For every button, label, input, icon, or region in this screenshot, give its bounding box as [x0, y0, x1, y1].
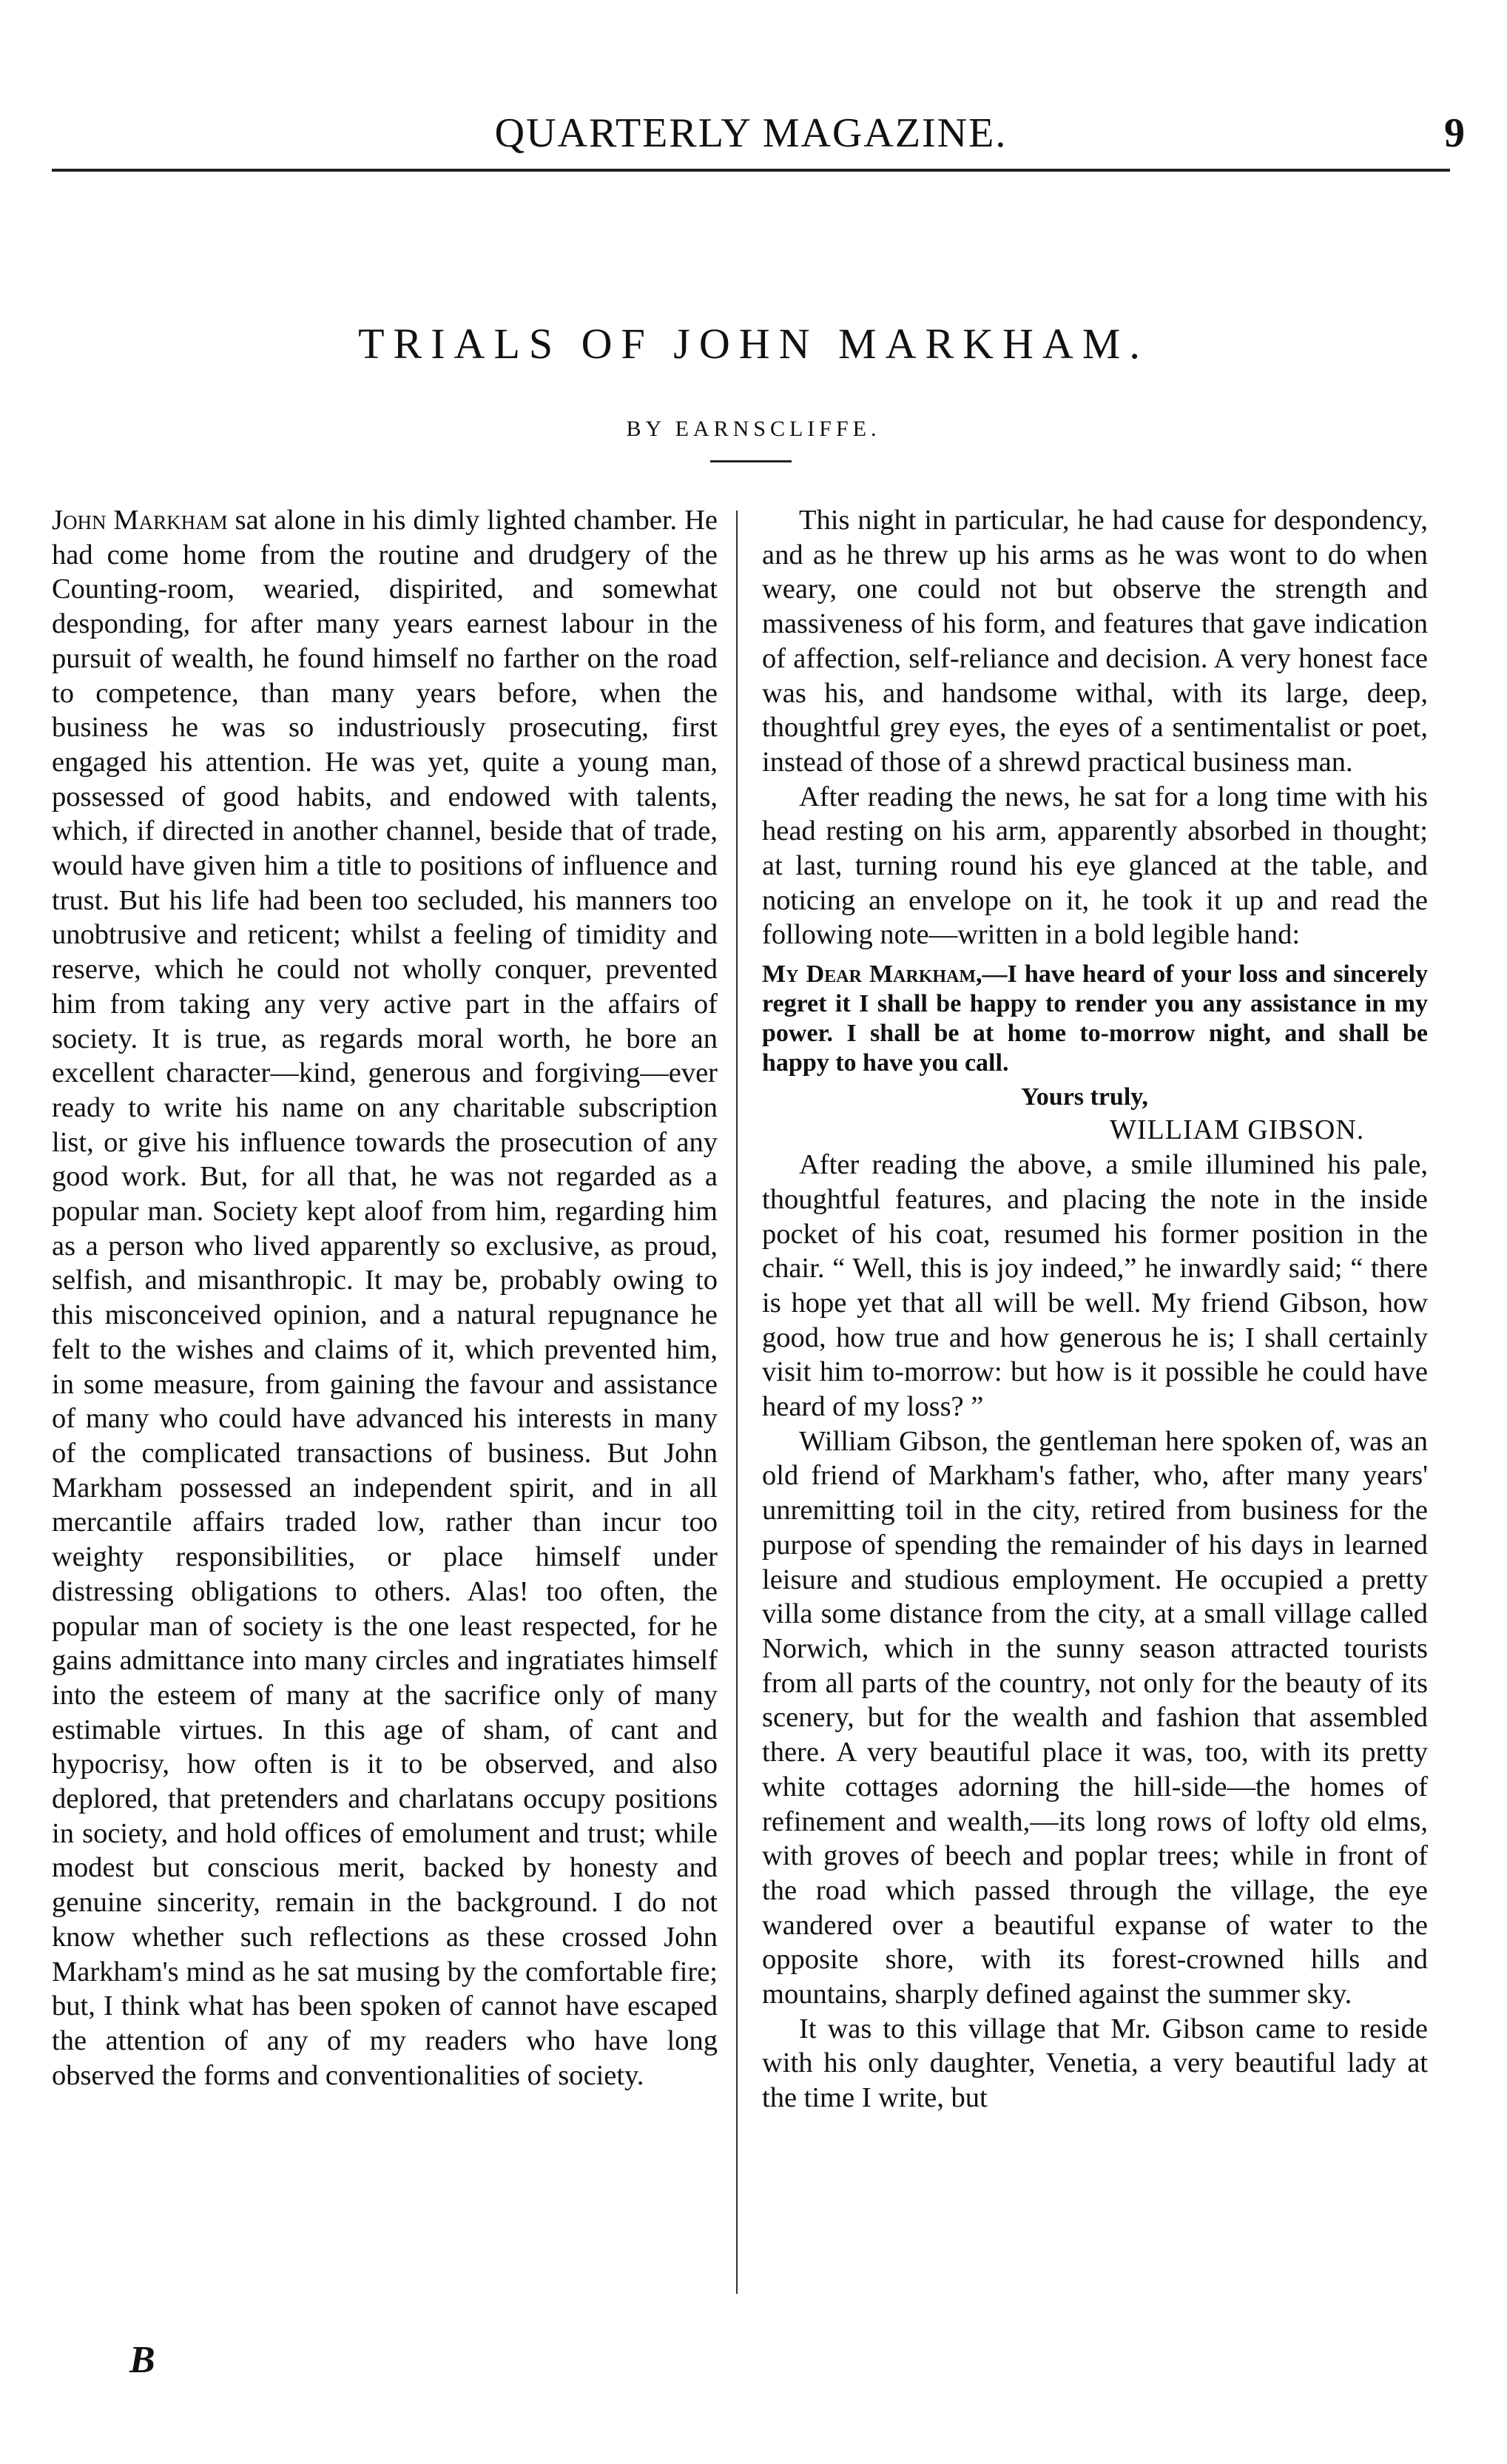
byline-rule — [710, 460, 792, 462]
paragraph-3: After reading the news, he sat for a long time with his head resting on his arm, apparently absorbed in thought; at last, turning round his eye glanced at the table, and noticing an envelope on it, he took it up and read the following note—written in a bold legible hand: — [762, 781, 1428, 951]
column-divider — [736, 511, 738, 2294]
header-rule — [52, 169, 1450, 172]
page-header — [52, 110, 1465, 156]
paragraph-4: After reading the above, a smile illumined his pale, thoughtful features, and placing the note in the inside pocket of his coat, resumed his former position in the chair. “ Well, this is joy indeed,” he inwardly said; “ there is hope yet that all will be well. My friend Gibson, how good, how true and how generous he is; I shall certainly visit him to-morrow: but how is it possible he could have heard of my loss? ” — [762, 1149, 1428, 1423]
paragraph-2: This night in particular, he had cause for despondency, and as he threw up his arms as he was wont to do when weary, one could not but observe the strength and massiveness of his form, and features that gave indication of affection, self-reliance and decision. A very honest face was his, and handsome withal, with its large, deep, thoughtful grey eyes, the eyes of a sentimentalist or poet, instead of those of a shrewd practical business man. — [762, 505, 1428, 778]
article-title: TRIALS OF JOHN MARKHAM. — [358, 320, 1149, 368]
paragraph-1 — [52, 503, 718, 2093]
letter-salutation: My Dear Markham, — [762, 960, 982, 989]
paragraph-5: William Gibson, the gentleman here spoken of, was an old friend of Markham's father, who, after many years' unremitting toil in the city, retired from business for the purpose of spending the remainder of his days in learned leisure and studious employment. He occupied a pretty villa some distance from the city, at a small village called Norwich, which in the sunny season attracted tourists from all parts of the country, not only for the beauty of its scenery, but for the wealth and fashion that assembled there. A very beautiful place it was, too, with its pretty white cottages adorning the hill-side—the homes of refinement and wealth,—its long rows of lofty old elms, with groves of beech and poplar trees; while in front of the road which passed through the village, the eye wandered over a beautiful expanse of water to the opposite shore, with its forest-crowned hills and mountains, sharply defined against the summer sky. — [762, 1425, 1428, 2010]
opening-name: John Markham — [52, 505, 228, 536]
letter-signature: WILLIAM GIBSON. — [1110, 1114, 1365, 1146]
right-column — [762, 503, 1428, 2115]
paragraph-6: It was to this village that Mr. Gibson came to reside with his only daughter, Venetia, a very beautiful lady at the time I write, but — [762, 2013, 1428, 2114]
letter-note — [762, 960, 1428, 1078]
paragraph-1-text: sat alone in his dimly lighted chamber. He had come home from the routine and drudgery of the Counting-room, wearied, dispirited, and somewhat desponding, for after many years earnest labour in the pursuit of wealth, he found himself no farther on the road to competence, than many years before, when the business he was so industriously prosecuting, first engaged his attention. He was yet, quite a young man, possessed of good habits, and endowed with talents, which, if directed in another channel, beside that of trade, would have given him a title to positions of influence and trust. But his life had been too secluded, his manners too unobtrusive and reticent; whilst a feeling of timidity and reserve, which he could not wholly conquer, prevented him from taking any very active part in the affairs of society. It is true, as regards moral worth, he bore an excellent character—kind, generous and forgiving—ever ready to write his name on any charitable subscription list, or give his influence towards the prosecution of any good work. But, for all that, he was not regarded as a popular man. Society kept aloof from him, regarding him as a person who lived apparently so exclusive, as proud, selfish, and misanthropic. It may be, probably owing to this misconceived opinion, and a natural repugnance he felt to the wishes and claims of it, which prevented him, in some measure, from gaining the favour and assistance of many who could have advanced his interests in many of the complicated transactions of business. But John Markham possessed an independent spirit, and in all mercantile affairs traded low, rather than incur too weighty responsibilities, or place himself under distressing obligations to others. Alas! too often, the popular man of society is the one least respected, for he gains admittance into many circles and ingratiates himself into the esteem of many at the sacrifice only of many estimable virtues. In this age of sham, of cant and hypocrisy, how often is it to be observed, and also deplored, that pretenders and charlatans occupy positions in society, and hold offices of emolument and trust; while modest but conscious merit, backed by honesty and genuine sincerity, remain in the background. I do not know whether such reflections as these crossed John Markham's mind as he sat musing by the comfortable fire; but, I think what has been spoken of cannot have escaped the attention of any of my readers who have long observed the forms and conventionalities of society. — [52, 505, 718, 2091]
running-title: QUARTERLY MAGAZINE. — [494, 110, 1008, 156]
printer-signature-mark: B — [129, 2339, 155, 2381]
letter-close: Yours truly, — [1021, 1083, 1148, 1111]
byline: BY EARNSCLIFFE. — [626, 417, 881, 441]
letter-body: —I have heard of your loss and sincerely regret it I shall be happy to render you any assistance in my power. I shall be at home to-morrow night, and shall be happy to have you call. — [762, 960, 1428, 1077]
left-column — [52, 503, 718, 2093]
page-number: 9 — [1444, 110, 1465, 156]
